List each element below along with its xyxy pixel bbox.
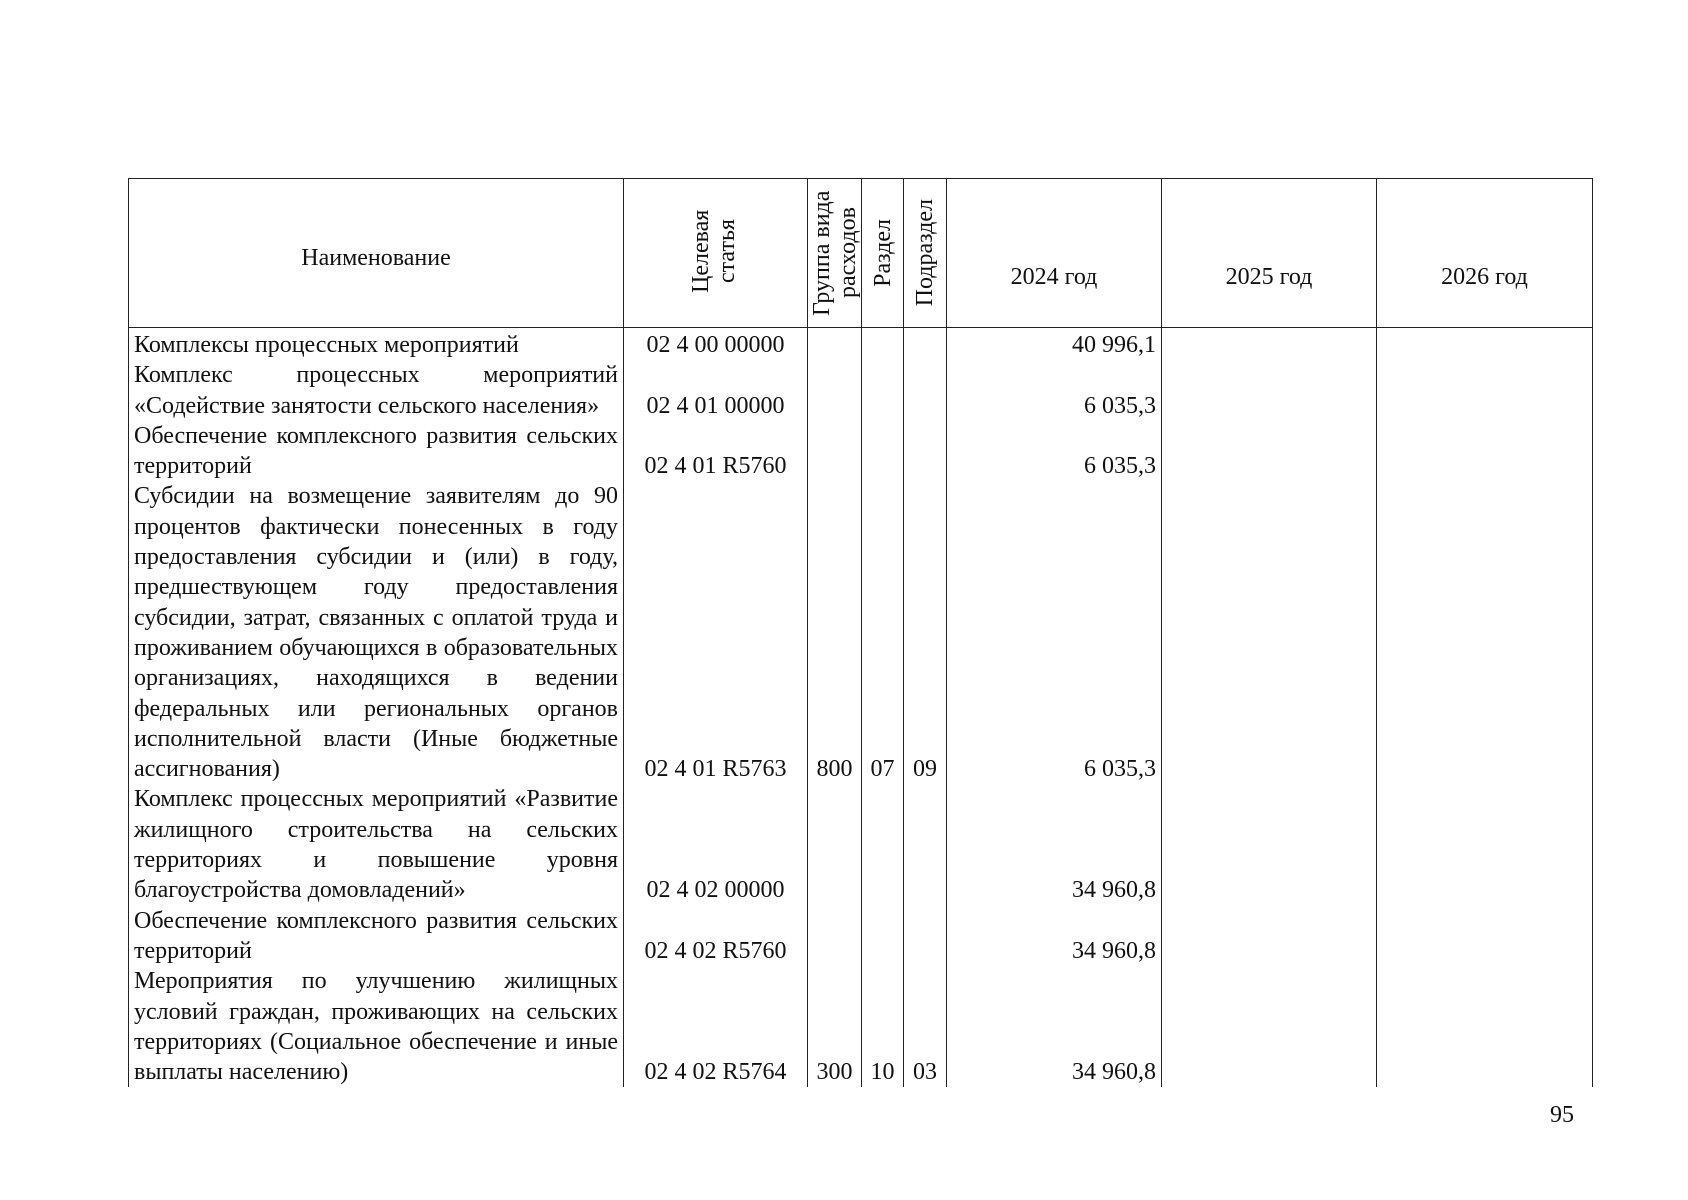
row-amount-2026 — [1377, 328, 1593, 361]
row-name: Обеспечение комплексного развития сельских территорий — [129, 421, 624, 482]
row-target-article: 02 4 02 R5760 — [624, 906, 808, 967]
row-section — [862, 906, 904, 967]
row-amount-2026 — [1377, 784, 1593, 905]
row-target-article: 02 4 02 R5764 — [624, 966, 808, 1087]
row-amount-2024: 6 035,3 — [947, 421, 1162, 482]
header-year-2026: 2026 год — [1377, 179, 1593, 328]
table-row — [129, 360, 1593, 421]
header-name: Наименование — [129, 179, 624, 328]
row-amount-2024: 34 960,8 — [947, 966, 1162, 1087]
row-section: 07 — [862, 481, 904, 784]
row-amount-2026 — [1377, 481, 1593, 784]
row-expense-group — [808, 328, 862, 361]
row-expense-group — [808, 360, 862, 421]
row-section — [862, 421, 904, 482]
table-row — [129, 966, 1593, 1087]
page-number: 95 — [1550, 1102, 1574, 1128]
row-amount-2025 — [1162, 966, 1377, 1087]
row-amount-2025 — [1162, 360, 1377, 421]
row-expense-group — [808, 421, 862, 482]
header-expense-group: Группа вида расходов — [808, 179, 862, 328]
table-row — [129, 906, 1593, 967]
row-subsection: 09 — [904, 481, 947, 784]
row-amount-2025 — [1162, 906, 1377, 967]
row-amount-2026 — [1377, 966, 1593, 1087]
table-row — [129, 421, 1593, 482]
row-section — [862, 328, 904, 361]
row-section — [862, 360, 904, 421]
row-amount-2024: 6 035,3 — [947, 481, 1162, 784]
row-subsection — [904, 421, 947, 482]
row-amount-2024: 34 960,8 — [947, 784, 1162, 905]
header-section: Раздел — [862, 179, 904, 328]
table-row — [129, 784, 1593, 905]
row-amount-2024: 34 960,8 — [947, 906, 1162, 967]
header-year-2024: 2024 год — [947, 179, 1162, 328]
row-expense-group — [808, 906, 862, 967]
row-amount-2026 — [1377, 360, 1593, 421]
row-amount-2026 — [1377, 421, 1593, 482]
row-name: Комплексы процессных мероприятий — [129, 328, 624, 361]
row-subsection — [904, 906, 947, 967]
row-amount-2025 — [1162, 481, 1377, 784]
header-year-2025: 2025 год — [1162, 179, 1377, 328]
row-amount-2025 — [1162, 421, 1377, 482]
row-subsection — [904, 784, 947, 905]
row-amount-2025 — [1162, 328, 1377, 361]
row-name: Субсидии на возмещение заявителям до 90 процентов фактически понесенных в году предоставления субсидии и (или) в году, предшествующем году предоставления субсидии, затрат, связанных с оплатой труда и проживанием обучающихся в образовательных организациях, находящихся в ведении федеральных или региональных органов исполнительной власти (Иные бюджетные ассигнования) — [129, 481, 624, 784]
row-amount-2024: 6 035,3 — [947, 360, 1162, 421]
table-row — [129, 328, 1593, 361]
row-subsection — [904, 328, 947, 361]
header-target-article: Целевая статья — [624, 179, 808, 328]
row-expense-group: 300 — [808, 966, 862, 1087]
row-amount-2024: 40 996,1 — [947, 328, 1162, 361]
row-subsection — [904, 360, 947, 421]
row-section — [862, 784, 904, 905]
header-subsection: Подраздел — [904, 179, 947, 328]
row-amount-2026 — [1377, 906, 1593, 967]
table-row — [129, 481, 1593, 784]
row-target-article: 02 4 01 R5760 — [624, 421, 808, 482]
row-name: Мероприятия по улучшению жилищных условий граждан, проживающих на сельских территориях (Социальное обеспечение и иные выплаты населению) — [129, 966, 624, 1087]
row-name: Обеспечение комплексного развития сельских территорий — [129, 906, 624, 967]
row-subsection: 03 — [904, 966, 947, 1087]
row-target-article: 02 4 01 00000 — [624, 360, 808, 421]
row-target-article: 02 4 01 R5763 — [624, 481, 808, 784]
row-expense-group — [808, 784, 862, 905]
budget-table — [128, 178, 1593, 1087]
row-section: 10 — [862, 966, 904, 1087]
row-target-article: 02 4 02 00000 — [624, 784, 808, 905]
row-amount-2025 — [1162, 784, 1377, 905]
row-name: Комплекс процессных мероприятий «Содействие занятости сельского населения» — [129, 360, 624, 421]
table-header-row — [129, 179, 1593, 328]
row-expense-group: 800 — [808, 481, 862, 784]
row-target-article: 02 4 00 00000 — [624, 328, 808, 361]
row-name: Комплекс процессных мероприятий «Развитие жилищного строительства на сельских территориях и повышение уровня благоустройства домовладений» — [129, 784, 624, 905]
